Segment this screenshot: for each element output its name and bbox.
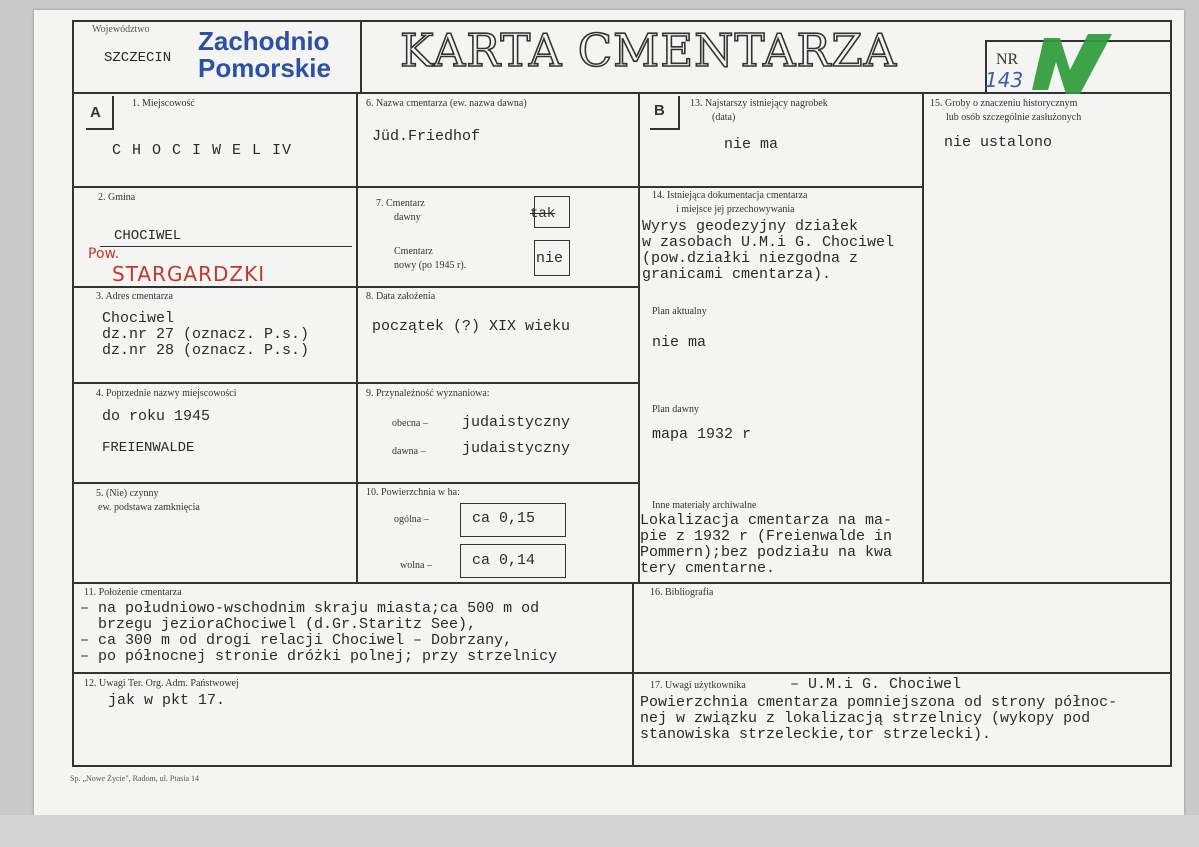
f14-inne-label: Inne materiały archiwalne: [652, 500, 757, 511]
f7-nowy-label-1: Cmentarz: [394, 246, 433, 257]
f17-line-3: stanowiska strzeleckie,tor strzelecki).: [640, 726, 992, 743]
f15-label-1: 15. Groby o znaczeniu historycznym: [930, 98, 1078, 109]
green-checkmark-icon: [1022, 28, 1122, 100]
f2-handwritten-county: STARGARDZKI: [112, 262, 266, 286]
f13-value: nie ma: [724, 136, 779, 153]
f4-line-1: do roku 1945: [102, 408, 211, 425]
f2-label: 2. Gmina: [98, 192, 136, 203]
scan-bottom-edge: [0, 815, 1199, 847]
f5-label: 5. (Nie) czynny: [96, 488, 159, 499]
f7-nowy-label-2: nowy (po 1945 r).: [394, 260, 467, 271]
nr-handwritten: 143: [985, 68, 1024, 92]
f6-label: 6. Nazwa cmentarza (ew. nazwa dawna): [366, 98, 527, 109]
f17-line-2: nej w związku z lokalizacją strzelnicy (wykopy pod: [640, 710, 1091, 727]
f14-plan-dawny-value: mapa 1932 r: [652, 426, 752, 443]
f17-line-1: Powierzchnia cmentarza pomniejszona od strony północ-: [640, 694, 1118, 711]
f14-line-2: w zasobach U.M.i G. Chociwel: [642, 234, 895, 251]
f9-dawna-label: dawna –: [392, 446, 426, 457]
f11-line-4: – po północnej stronie dróżki polnej; przy strzelnicy: [80, 648, 558, 665]
nr-label: NR: [996, 51, 1019, 68]
f11-label: 11. Położenie cmentarza: [84, 587, 182, 598]
f7-dawny-label: dawny: [394, 212, 421, 223]
f14-plan-dawny-label: Plan dawny: [652, 404, 699, 415]
f11-line-1: – na południowo-wschodnim skraju miasta;ca 500 m od: [80, 600, 540, 617]
wojewodztwo-label: Województwo: [92, 24, 150, 35]
f9-obecna-value: judaistyczny: [462, 414, 571, 431]
f1-value: C H O C I W E L IV: [112, 142, 293, 159]
f9-dawna-value: judaistyczny: [462, 440, 571, 457]
f1-label: 1. Miejscowość: [132, 98, 195, 109]
f7-nowy-value: nie: [536, 250, 564, 267]
f5-sublabel: ew. podstawa zamknięcia: [98, 502, 200, 513]
f12-value: jak w pkt 17.: [108, 692, 226, 709]
f17-label: 17. Uwagi użytkownika: [650, 680, 746, 691]
f8-label: 8. Data założenia: [366, 291, 436, 302]
f3-line-2: dz.nr 27 (oznacz. P.s.): [102, 326, 310, 343]
f14-line-3: (pow.działki niezgodna z: [642, 250, 859, 267]
f11-line-2: brzegu jezioraChociwel (d.Gr.Staritz See),: [80, 616, 477, 633]
f3-label: 3. Adres cmentarza: [96, 291, 173, 302]
card-title: KARTA CMENTARZA: [400, 24, 898, 77]
f7-label: 7. Cmentarz: [376, 198, 425, 209]
f14-inne-line-1: Lokalizacja cmentarza na ma-: [640, 512, 893, 529]
f14-inne-line-2: pie z 1932 r (Freienwalde in: [640, 528, 893, 545]
f10-ogolna-label: ogólna –: [394, 514, 429, 525]
f10-ogolna-value: ca 0,15: [472, 510, 536, 527]
f10-label: 10. Powierzchnia w ha:: [366, 487, 460, 498]
f14-line-1: Wyrys geodezyjny działek: [642, 218, 859, 235]
f2-value: CHOCIWEL: [114, 228, 182, 244]
f12-label: 12. Uwagi Ter. Org. Adm. Państwowej: [84, 678, 239, 689]
f13-label: 13. Najstarszy istniejący nagrobek: [690, 98, 828, 109]
f14-label: 14. Istniejąca dokumentacja cmentarza: [652, 190, 808, 201]
f11-line-3: – ca 300 m od drogi relacji Chociwel – Dobrzany,: [80, 632, 513, 649]
section-b-letter: B: [654, 102, 665, 119]
f10-wolna-label: wolna –: [400, 560, 432, 571]
f14-inne-line-3: Pommern);bez podziału na kwa: [640, 544, 893, 561]
f2-handwritten-pow: Pow.: [88, 246, 120, 262]
f7-dawny-value: tak: [530, 206, 556, 222]
wojewodztwo-value: SZCZECIN: [104, 50, 172, 66]
f8-value: początek (?) XIX wieku: [372, 318, 571, 335]
f14-inne-line-4: tery cmentarne.: [640, 560, 776, 577]
f4-label: 4. Poprzednie nazwy miejscowości: [96, 388, 237, 399]
f13-sublabel: (data): [712, 112, 736, 123]
f14-line-4: granicami cmentarza).: [642, 266, 832, 283]
f14-sublabel: i miejsce jej przechowywania: [676, 204, 795, 215]
f9-label: 9. Przynależność wyznaniowa:: [366, 388, 490, 399]
section-a-letter: A: [90, 104, 101, 121]
wojewodztwo-stamp: [198, 28, 331, 83]
f10-wolna-value: ca 0,14: [472, 552, 536, 569]
f4-line-2: FREIENWALDE: [102, 440, 195, 456]
f16-label: 16. Bibliografia: [650, 587, 714, 598]
stamp-line1: Zachodnio: [198, 26, 330, 56]
f14-plan-aktualny-label: Plan aktualny: [652, 306, 707, 317]
f6-value: Jüd.Friedhof: [372, 128, 481, 145]
f14-plan-aktualny-value: nie ma: [652, 334, 707, 351]
printer-footer: Sp. „Nowe Życie", Radom, ul. Ptasia 14: [70, 774, 200, 783]
f15-value: nie ustalono: [944, 134, 1053, 151]
f3-line-3: dz.nr 28 (oznacz. P.s.): [102, 342, 310, 359]
f17-value-first: – U.M.i G. Chociwel: [790, 676, 962, 693]
stamp-line2: Pomorskie: [198, 53, 331, 84]
f9-obecna-label: obecna –: [392, 418, 428, 429]
f15-label-2: lub osób szczególnie zasłużonych: [946, 112, 1082, 123]
f3-line-1: Chociwel: [102, 310, 175, 327]
